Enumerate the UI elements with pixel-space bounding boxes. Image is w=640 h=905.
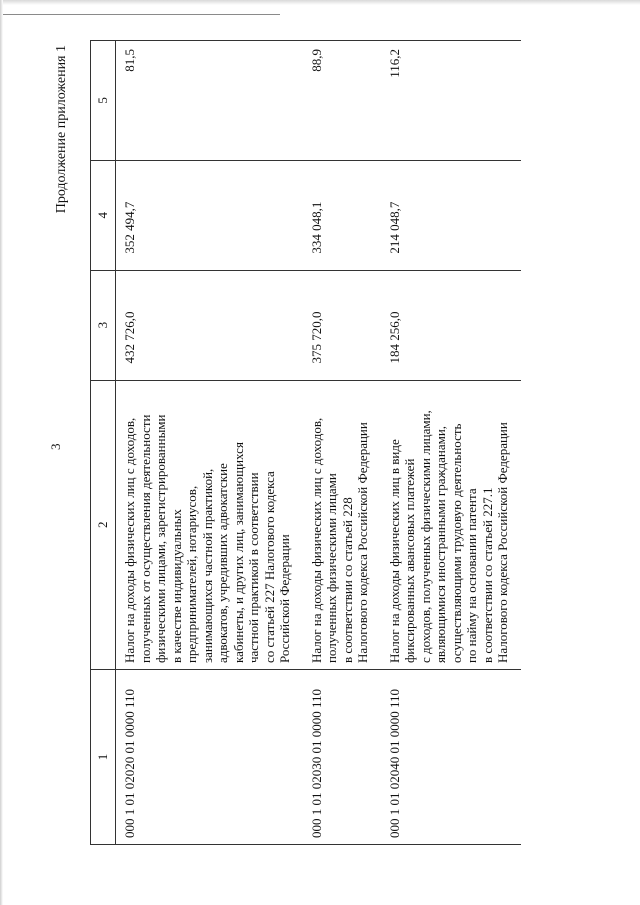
revenue-name-line: по найму на основании патента [464, 488, 479, 664]
header-col-1: 1 [91, 670, 116, 845]
table-row [303, 41, 381, 845]
value-col-4: 334 048,1 [303, 160, 381, 270]
value-col-3: 184 256,0 [381, 270, 521, 380]
revenue-name-line: кабинеты, и других лиц, занимающихся [230, 442, 246, 664]
appendix-note: Продолжение приложения 1 [54, 45, 69, 214]
revenue-name [303, 380, 381, 670]
budget-code: 000 1 01 02030 01 0000 110 [303, 670, 381, 845]
revenue-name-line: Налог на доходы физических лиц с доходов, [308, 417, 324, 664]
scan-edge-left [0, 0, 3, 905]
revenue-name [381, 380, 521, 670]
revenue-name-line: занимающихся частной практикой, [199, 468, 215, 664]
rotated-content [40, 35, 640, 905]
revenue-name-line: фиксированных авансовых платежей [402, 458, 417, 664]
revenue-name-line: со статьей 227 Налогового кодекса [261, 471, 277, 664]
revenue-name-line: Налог на доходы физических лиц с доходов, [122, 417, 137, 664]
scan-edge-top [0, 0, 640, 5]
revenue-name-line: Российской Федерации [277, 534, 292, 664]
header-col-2: 2 [91, 380, 116, 670]
value-col-3: 375 720,0 [303, 270, 381, 380]
revenue-name-line: частной практикой в соответствии [246, 472, 261, 664]
revenue-name-line: адвокатов, учредивших адвокатские [215, 463, 230, 664]
revenue-name-line: предпринимателей, нотариусов, [184, 485, 199, 664]
table-row [381, 41, 521, 845]
header-col-4: 4 [91, 160, 116, 270]
revenue-name-line: Налогового кодекса Российской Федерации [495, 422, 510, 664]
table-row [116, 41, 303, 845]
revenue-name [116, 380, 303, 670]
scan-line-top [0, 14, 280, 15]
revenue-name-line: являющимися иностранными гражданами, [433, 425, 448, 664]
revenue-name-line: полученных физическими лицами [324, 473, 339, 664]
value-col-5: 81,5 [116, 41, 303, 161]
value-col-5: 116,2 [381, 41, 521, 161]
value-col-3: 432 726,0 [116, 270, 303, 380]
table-header-row [91, 41, 116, 845]
value-col-4: 352 494,7 [116, 160, 303, 270]
revenue-name-line: в соответствии со статьей 228 [339, 497, 355, 664]
revenue-name-line: физическими лицами, зарегистрированными [153, 414, 168, 664]
revenue-name-line: с доходов, полученных физическими лицами, [417, 410, 433, 664]
value-col-4: 214 048,7 [381, 160, 521, 270]
header-col-5: 5 [91, 41, 116, 161]
revenue-name-line: в соответствии со статьей 227.1 [479, 487, 495, 664]
budget-code: 000 1 01 02020 01 0000 110 [116, 670, 303, 845]
header-col-3: 3 [91, 270, 116, 380]
value-col-5: 88,9 [303, 41, 381, 161]
budget-code: 000 1 01 02040 01 0000 110 [381, 670, 521, 845]
revenue-name-line: в качестве индивидуальных [168, 509, 184, 664]
revenue-name-line: полученных от осуществления деятельности [137, 414, 153, 664]
page-number: 3 [48, 443, 63, 450]
revenue-name-line: Налог на доходы физических лиц в виде [386, 439, 402, 664]
revenue-name-line: осуществляющими трудовую деятельность [448, 423, 464, 664]
revenue-table [90, 40, 521, 845]
revenue-name-line: Налогового кодекса Российской Федерации [355, 422, 370, 664]
